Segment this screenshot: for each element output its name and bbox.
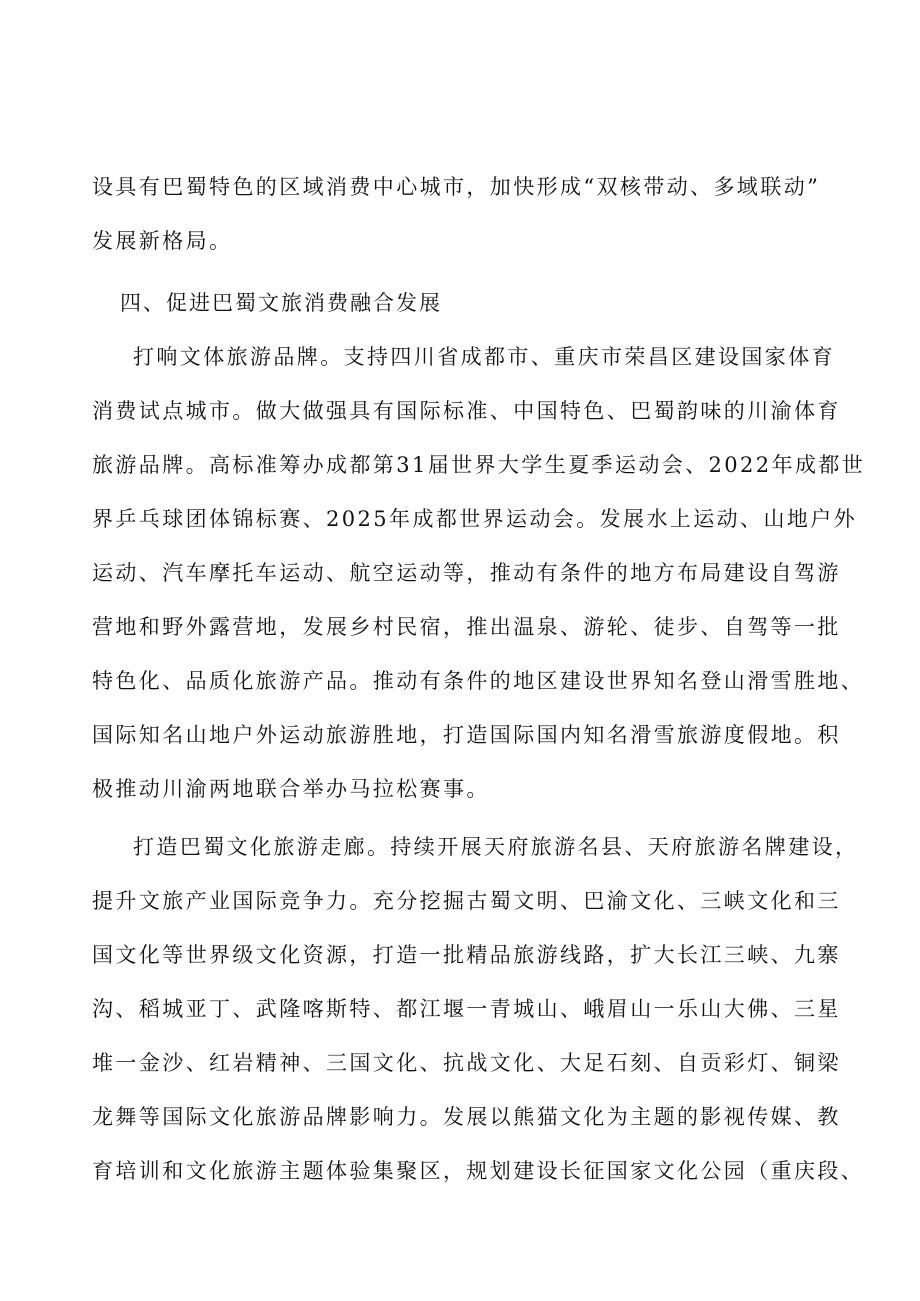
paragraph-line: 旅游品牌。高标准筹办成都第31届世界大学生夏季运动会、2022年成都世 bbox=[92, 453, 866, 477]
paragraph-line: 龙舞等国际文化旅游品牌影响力。发展以熊猫文化为主题的影视传媒、教 bbox=[92, 1105, 841, 1129]
paragraph-line: 发展新格局。 bbox=[92, 229, 233, 253]
paragraph-line: 界乒乓球团体锦标赛、2025年成都世界运动会。发展水上运动、山地户外 bbox=[92, 507, 858, 531]
paragraph-line: 打造巴蜀文化旅游走廊。持续开展天府旅游名县、天府旅游名牌建设， bbox=[133, 835, 859, 859]
paragraph-line: 提升文旅产业国际竞争力。充分挖掘古蜀文明、巴渝文化、三峡文化和三 bbox=[92, 889, 841, 913]
paragraph-line: 育培训和文化旅游主题体验集聚区，规划建设长征国家文化公园（重庆段、 bbox=[92, 1159, 865, 1183]
paragraph-line: 营地和野外露营地，发展乡村民宿，推出温泉、游轮、徒步、自驾等一批 bbox=[92, 615, 841, 639]
paragraph-line: 堆一金沙、红岩精神、三国文化、抗战文化、大足石刻、自贡彩灯、铜梁 bbox=[92, 1051, 841, 1075]
paragraph-line: 消费试点城市。做大做强具有国际标准、中国特色、巴蜀韵味的川渝体育 bbox=[92, 399, 841, 423]
paragraph-line: 运动、汽车摩托车运动、航空运动等，推动有条件的地方布局建设自驾游 bbox=[92, 561, 841, 585]
paragraph-line: 特色化、品质化旅游产品。推动有条件的地区建设世界知名登山滑雪胜地、 bbox=[92, 669, 865, 693]
paragraph-line: 极推动川渝两地联合举办马拉松赛事。 bbox=[92, 777, 490, 801]
section-heading: 四、促进巴蜀文旅消费融合发展 bbox=[120, 291, 442, 315]
paragraph-line: 设具有巴蜀特色的区域消费中心城市，加快形成“双核带动、多域联动” bbox=[92, 175, 821, 199]
paragraph-line: 沟、稻城亚丁、武隆喀斯特、都江堰一青城山、峨眉山一乐山大佛、三星 bbox=[92, 997, 841, 1021]
paragraph-line: 国文化等世界级文化资源，打造一批精品旅游线路，扩大长江三峡、九寨 bbox=[92, 943, 841, 967]
paragraph-line: 国际知名山地户外运动旅游胜地，打造国际国内知名滑雪旅游度假地。积 bbox=[92, 723, 841, 747]
paragraph-line: 打响文体旅游品牌。支持四川省成都市、重庆市荣昌区建设国家体育 bbox=[133, 345, 835, 369]
